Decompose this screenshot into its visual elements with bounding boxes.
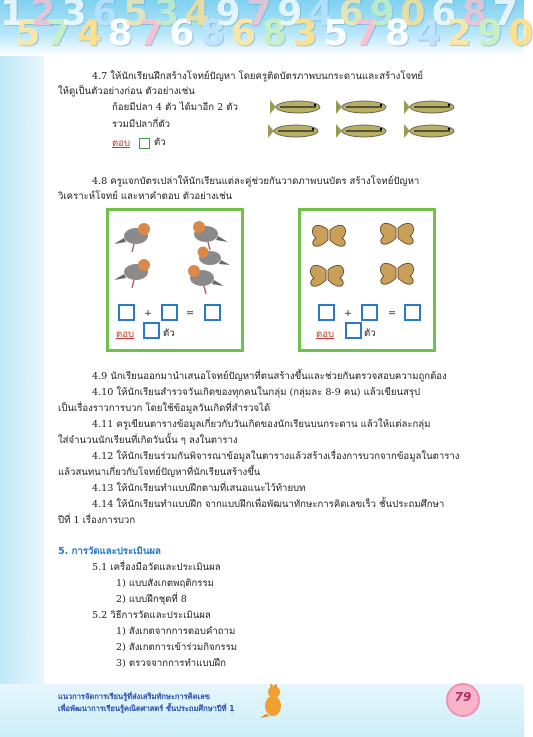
butterflies-illustration xyxy=(304,214,424,298)
para-4-10-line2: เป็นเรื่องราวการบวก โดยใช้ข้อมูลวันเกิดที่สำรวจได้ xyxy=(58,403,271,414)
header-digit: 8 xyxy=(385,13,411,54)
para-4-14-line2: ปีที่ 1 เรื่องการบวก xyxy=(58,515,136,526)
header-digit: 7 xyxy=(492,0,518,34)
fish-picture xyxy=(336,96,396,118)
section-5-2-item1: 1) สังเกตจากการตอบคำถาม xyxy=(116,626,236,637)
para-4-7-line1: 4.7 ให้นักเรียนฝึกสร้างโจทย์ปัญหา โดยครูติดบัตรภาพบนกระดานและสร้างโจทย์ xyxy=(92,71,424,82)
header-digit: 4 xyxy=(415,13,441,54)
answer-unit: ตัว xyxy=(364,328,376,339)
addend-box-1[interactable] xyxy=(118,304,135,321)
answer-unit: ตัว xyxy=(163,328,175,339)
fish-picture xyxy=(404,120,464,142)
para-4-8-line2: วิเคราะห์โจทย์ และหาคำตอบ ตัวอย่างเช่น xyxy=(58,191,233,202)
fish-picture xyxy=(270,96,330,118)
header-digit: 7 xyxy=(46,13,72,54)
header-digit: 9 xyxy=(215,0,241,34)
footer-line1: แนวการจัดการเรียนรู้ที่ส่งเสริมทักษะการคิดเลข xyxy=(58,692,210,701)
header-digit: 5 xyxy=(15,13,41,54)
header-digit: 3 xyxy=(292,13,318,54)
sum-box[interactable] xyxy=(204,304,221,321)
header-digit: 1 xyxy=(0,0,26,34)
para-4-7-line2: ให้ดูเป็นตัวอย่างก่อน ตัวอย่างเช่น xyxy=(58,86,195,97)
addend-box-2[interactable] xyxy=(361,304,378,321)
answer-box[interactable] xyxy=(345,322,362,339)
section-5-2-item3: 3) ตรวจจากการทำแบบฝึก xyxy=(116,658,226,669)
para-4-13: 4.13 ให้นักเรียนทำแบบฝึกตามที่เสนอแนะไว้ท้ายบท xyxy=(92,483,306,494)
header-digit: 3 xyxy=(61,0,87,34)
answer-unit: ตัว xyxy=(154,137,166,148)
fish-picture xyxy=(268,120,328,142)
header-digit: 0 xyxy=(400,0,426,34)
header-digit: 4 xyxy=(77,13,103,54)
page-number: 79 xyxy=(454,690,472,704)
addend-box-1[interactable] xyxy=(318,304,335,321)
para-4-11-line2: ใส่จำนวนนักเรียนที่เกิดวันนั้น ๆ ลงในตาราง xyxy=(58,435,238,446)
answer-label: ตอบ xyxy=(316,329,335,340)
header-digit: 7 xyxy=(138,13,164,54)
equals-sign: = xyxy=(186,308,195,319)
left-margin-band xyxy=(0,56,44,684)
header-digit: 5 xyxy=(123,0,149,34)
decorative-header xyxy=(0,0,533,56)
section-5-1-item2: 2) แบบฝึกชุดที่ 8 xyxy=(116,594,187,605)
section-5-title: 5. การวัดและประเมินผล xyxy=(58,546,161,557)
footer-line2: เพื่อพัฒนาการเรียนรู้คณิตศาสตร์ ชั้นประถมศึกษาปีที่ 1 xyxy=(58,704,235,713)
header-digit: 2 xyxy=(446,13,472,54)
answer-box[interactable] xyxy=(139,138,150,149)
section-5-2: 5.2 วิธีการวัดและประเมินผล xyxy=(92,610,211,621)
header-digit: 8 xyxy=(261,13,287,54)
header-digit: 8 xyxy=(107,13,133,54)
answer-box[interactable] xyxy=(143,322,160,339)
para-4-12-line2: แล้วสนทนาเกี่ยวกับโจทย์ปัญหาที่นักเรียนสร้างขึ้น xyxy=(58,467,261,478)
header-digit: 5 xyxy=(323,13,349,54)
header-digit: 6 xyxy=(231,13,257,54)
answer-label: ตอบ xyxy=(116,329,135,340)
header-digit: 7 xyxy=(246,0,272,34)
para-4-10-line1: 4.10 ให้นักเรียนสำรวจวันเกิดของทุกคนในกลุ่ม (กลุ่มละ 8-9 คน) แล้วเขียนสรุป xyxy=(92,387,421,398)
addend-box-2[interactable] xyxy=(161,304,178,321)
header-digit: 3 xyxy=(154,0,180,34)
para-4-11-line1: 4.11 ครูเขียนตารางข้อมูลเกี่ยวกับวันเกิดของนักเรียนบนกระดาน แล้วให้แต่ละกลุ่ม xyxy=(92,419,431,430)
para-4-8-line1: 4.8 ครูแจกบัตรเปล่าให้นักเรียนแต่ละคู่ช่วยกันวาดภาพบนบัตร สร้างโจทย์ปัญหา xyxy=(92,176,420,187)
plus-sign: + xyxy=(144,308,153,319)
example-line2: รวมมีปลากี่ตัว xyxy=(112,119,170,130)
header-digit: 6 xyxy=(92,0,118,34)
plus-sign: + xyxy=(344,308,353,319)
header-digit: 8 xyxy=(462,0,488,34)
fish-picture xyxy=(404,96,464,118)
fish-picture xyxy=(336,120,396,142)
section-5-1: 5.1 เครื่องมือวัดและประเมินผล xyxy=(92,562,221,573)
example-line1: ก้อยมีปลา 4 ตัว ได้มาอีก 2 ตัว xyxy=(112,102,238,113)
header-digit: 6 xyxy=(169,13,195,54)
birds-illustration xyxy=(114,214,234,298)
para-4-12-line1: 4.12 ให้นักเรียนร่วมกันพิจารณาข้อมูลในตารางแล้วสร้างเรื่องการบวกจากข้อมูลในตาราง xyxy=(92,451,460,462)
header-digit: 6 xyxy=(338,0,364,34)
para-4-9: 4.9 นักเรียนออกมานำเสนอโจทย์ปัญหาที่ตนสร้างขึ้นและช่วยกันตรวจสอบความถูกต้อง xyxy=(92,371,447,382)
header-digit: 9 xyxy=(277,0,303,34)
answer-label: ตอบ xyxy=(112,138,131,149)
header-digit: 8 xyxy=(200,13,226,54)
para-4-14-line1: 4.14 ให้นักเรียนทำแบบฝึก จากแบบฝึกเพื่อพัฒนาทักษะการคิดเลขเร็ว ชั้นประถมศึกษา xyxy=(92,499,445,510)
header-digit: 0 xyxy=(508,13,533,54)
equals-sign: = xyxy=(388,308,397,319)
header-digit: 2 xyxy=(30,0,56,34)
section-5-1-item1: 1) แบบสังเกตพฤติกรรม xyxy=(116,578,214,589)
header-digit: 7 xyxy=(354,13,380,54)
header-digit: 4 xyxy=(308,0,334,34)
header-digit: 4 xyxy=(184,0,210,34)
kangaroo-mascot-icon xyxy=(258,680,288,720)
header-digit: 9 xyxy=(477,13,503,54)
sum-box[interactable] xyxy=(404,304,421,321)
section-5-2-item2: 2) สังเกตการเข้าร่วมกิจกรรม xyxy=(116,642,238,653)
header-digit: 6 xyxy=(431,0,457,34)
header-digit: 9 xyxy=(369,0,395,34)
